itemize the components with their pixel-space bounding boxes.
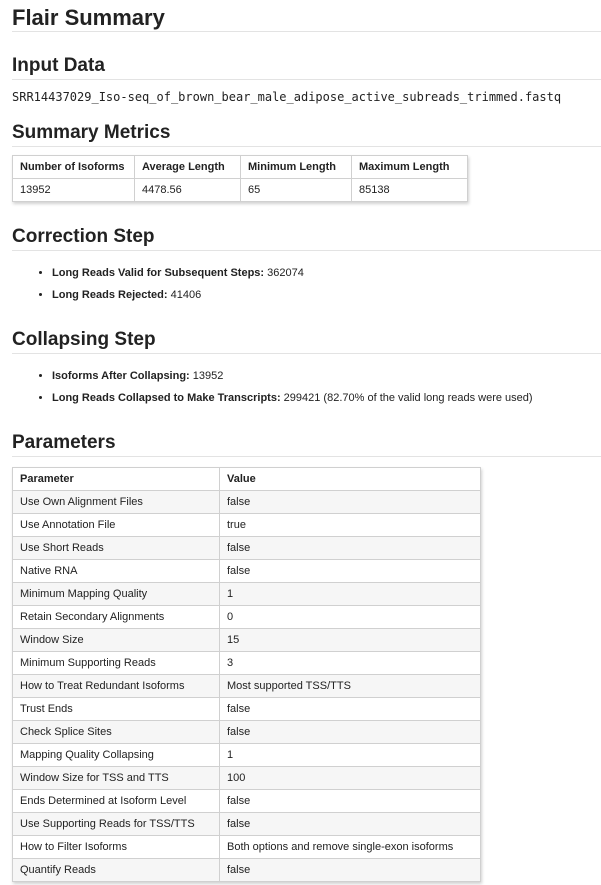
parameter-name-cell: Use Annotation File [13,514,220,537]
parameter-value-cell: 15 [220,629,481,652]
parameters-table [12,467,481,882]
parameter-value-cell: false [220,537,481,560]
table-row [13,537,481,560]
isoforms-value: 13952 [13,179,135,202]
parameter-value-cell: false [220,859,481,882]
avg-length-value: 4478.56 [135,179,241,202]
table-row [13,491,481,514]
parameter-name-cell: Native RNA [13,560,220,583]
min-length-value: 65 [241,179,352,202]
parameter-name-cell: Check Splice Sites [13,721,220,744]
parameter-name-cell: Use Short Reads [13,537,220,560]
table-row [13,514,481,537]
list-item [52,365,601,387]
parameter-value-cell: 3 [220,652,481,675]
page-title: Flair Summary [12,5,165,30]
table-row [13,767,481,790]
table-row [13,836,481,859]
input-divider [12,79,601,80]
item-label: Long Reads Collapsed to Make Transcripts: [52,392,281,404]
parameter-name-cell: How to Filter Isoforms [13,836,220,859]
parameter-value-cell: false [220,721,481,744]
parameter-name-cell: Minimum Supporting Reads [13,652,220,675]
parameter-value-cell: false [220,813,481,836]
parameter-value-cell: 1 [220,744,481,767]
parameter-name-cell: Minimum Mapping Quality [13,583,220,606]
parameter-value-cell: Both options and remove single-exon isoforms [220,836,481,859]
input-file-name: SRR14437029_Iso-seq_of_brown_bear_male_adipose_active_subreads_trimmed.fastq [12,90,562,104]
item-value: 13952 [192,370,224,382]
parameter-name-cell: Trust Ends [13,698,220,721]
table-row [13,652,481,675]
col-header-parameter: Parameter [13,468,220,491]
table-row [13,560,481,583]
parameter-value-cell: false [220,560,481,583]
collapsing-list [12,365,601,409]
parameter-value-cell: 0 [220,606,481,629]
correction-heading: Correction Step [12,226,155,247]
summary-metrics-table [12,155,468,202]
summary-heading: Summary Metrics [12,122,171,143]
summary-value-row [13,179,468,202]
col-header-value: Value [220,468,481,491]
parameters-heading: Parameters [12,432,116,453]
table-row [13,721,481,744]
col-header-isoforms: Number of Isoforms [13,156,135,179]
parameter-value-cell: Most supported TSS/TTS [220,675,481,698]
list-item [52,262,601,284]
col-header-max-length: Maximum Length [352,156,468,179]
item-label: Isoforms After Collapsing: [52,370,190,382]
item-value: 299421 (82.70% of the valid long reads were used) [283,392,533,404]
title-divider [12,31,601,32]
parameter-value-cell: false [220,491,481,514]
parameter-name-cell: Use Supporting Reads for TSS/TTS [13,813,220,836]
parameter-value-cell: true [220,514,481,537]
parameter-name-cell: Retain Secondary Alignments [13,606,220,629]
parameter-name-cell: Use Own Alignment Files [13,491,220,514]
input-heading: Input Data [12,55,105,76]
max-length-value: 85138 [352,179,468,202]
parameter-name-cell: Window Size for TSS and TTS [13,767,220,790]
summary-divider [12,146,601,147]
col-header-min-length: Minimum Length [241,156,352,179]
parameters-header-row [13,468,481,491]
correction-divider [12,250,601,251]
item-label: Long Reads Rejected: [52,289,168,301]
parameter-value-cell: false [220,698,481,721]
table-row [13,859,481,882]
table-row [13,629,481,652]
list-item [52,387,601,409]
table-row [13,675,481,698]
col-header-avg-length: Average Length [135,156,241,179]
collapsing-heading: Collapsing Step [12,329,156,350]
correction-list [12,262,601,306]
parameters-body [13,491,481,882]
parameter-value-cell: false [220,790,481,813]
item-value: 362074 [267,267,304,279]
table-row [13,583,481,606]
parameter-name-cell: Ends Determined at Isoform Level [13,790,220,813]
summary-header-row [13,156,468,179]
parameter-value-cell: 100 [220,767,481,790]
table-row [13,790,481,813]
item-label: Long Reads Valid for Subsequent Steps: [52,267,265,279]
parameters-divider [12,456,601,457]
table-row [13,744,481,767]
table-row [13,606,481,629]
parameter-value-cell: 1 [220,583,481,606]
parameter-name-cell: Window Size [13,629,220,652]
list-item [52,284,601,306]
parameter-name-cell: Quantify Reads [13,859,220,882]
item-value: 41406 [170,289,202,301]
parameter-name-cell: Mapping Quality Collapsing [13,744,220,767]
table-row [13,813,481,836]
parameter-name-cell: How to Treat Redundant Isoforms [13,675,220,698]
collapsing-divider [12,353,601,354]
table-row [13,698,481,721]
